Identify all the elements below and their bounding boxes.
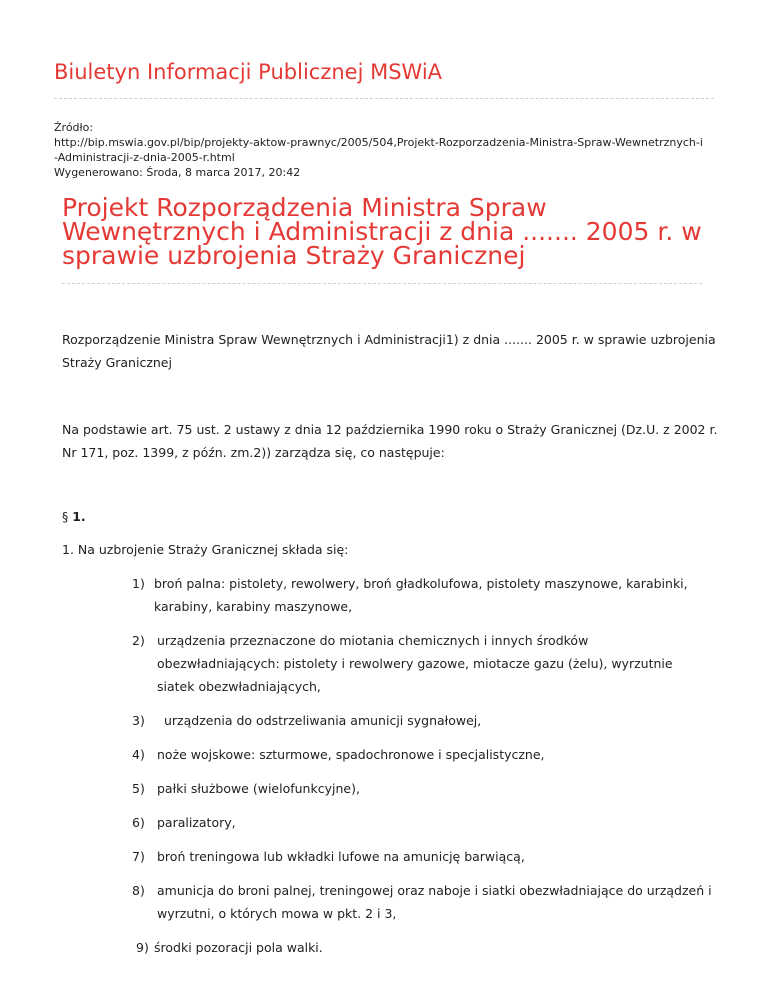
site-title: Biuletyn Informacji Publicznej MSWiA [54,60,443,84]
paragraph-1: 1. Na uzbrojenie Straży Granicznej składa się: [62,542,349,557]
list-item-text: urządzenia do odstrzeliwania amunicji sygnałowej, [164,713,482,728]
list-item [132,629,712,698]
source-meta [54,120,724,180]
list-item-number: 5) [132,781,145,796]
list-item-text: paralizatory, [157,815,236,830]
list-item-number: 4) [132,747,145,762]
list-item [132,777,712,800]
list-item-text: broń palna: pistolety, rewolwery, broń gładkolufowa, pistolety maszynowe, karabinki, karabiny, karabiny maszynowe, [154,576,688,614]
header-divider [54,98,714,99]
section-heading [62,505,722,528]
title-divider [62,283,702,284]
list-item-text: pałki służbowe (wielofunkcyjne), [157,781,360,796]
list-item-number: 6) [132,815,145,830]
source-url-line2: -Administracji-z-dnia-2005-r.html [54,151,235,164]
list-item-text: środki pozoracji pola walki. [154,940,323,955]
section-mark: § [62,509,73,524]
regulation-intro: Rozporządzenie Ministra Spraw Wewnętrznych i Administracji1) z dnia ....... 2005 r. w sprawie uzbrojenia Straży Granicznej [62,332,716,370]
list-item [132,879,712,925]
source-url-line1: http://bip.mswia.gov.pl/bip/projekty-aktow-prawnyc/2005/504,Projekt-Rozporzadzenia-Ministra-Spraw-Wewnetrznych-i [54,136,703,149]
list-item [136,936,712,959]
section-number: 1. [72,509,86,524]
list-item [132,811,712,834]
list-item-text: broń treningowa lub wkładki lufowe na amunicję barwiącą, [157,849,525,864]
list-item [132,845,712,868]
list-item-number: 3) [132,713,145,728]
source-label: Źródło: [54,121,94,134]
list-item-number: 9) [136,940,149,955]
document-title: Projekt Rozporządzenia Ministra Spraw Wewnętrznych i Administracji z dnia ....... 2005 r. w sprawie uzbrojenia Straży Granicznej [62,193,702,270]
list-item [132,572,712,618]
list-item-number: 1) [132,576,145,591]
list-item-number: 7) [132,849,145,864]
list-item [132,743,712,766]
armament-list [132,572,712,970]
list-item-number: 8) [132,883,145,898]
list-item-text: amunicja do broni palnej, treningowej oraz naboje i siatki obezwładniające do urządzeń i wyrzutni, o których mowa w pkt. 2 i 3, [157,883,712,921]
legal-basis: Na podstawie art. 75 ust. 2 ustawy z dnia 12 października 1990 roku o Straży Granicznej (Dz.U. z 2002 r. Nr 171, poz. 1399, z późn. zm.2)) zarządza się, co następuje: [62,422,718,460]
list-item-number: 2) [132,633,145,648]
list-item-text: noże wojskowe: szturmowe, spadochronowe i specjalistyczne, [157,747,545,762]
list-item [132,709,712,732]
generated-timestamp: Wygenerowano: Środa, 8 marca 2017, 20:42 [54,166,301,179]
list-item-text: urządzenia przeznaczone do miotania chemicznych i innych środków obezwładniających: pistolety i rewolwery gazowe, miotacze gazu (żelu), wyrzutnie siatek obezwładniających, [157,633,673,694]
